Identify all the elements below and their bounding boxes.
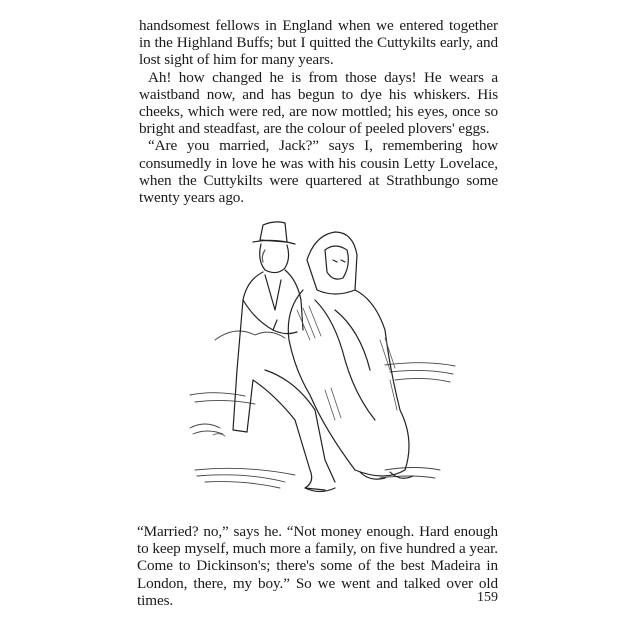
paragraph: “Married? no,” says he. “Not money enough. Hard enough to keep myself, much more a family, on five hundred a year. Come to Dickinson's; there's some of the best Madeira in London, there, my boy.” So we went and talked over old times. [137,523,498,609]
illustration-engraving [185,220,465,510]
paragraph: Ah! how changed he is from those days! He wears a waistband now, and has begun to dye his whiskers. His cheeks, which were red, are now mottled; his eyes, once so bright and steadfast, are the colour of peeled plovers' eggs. [139,68,498,138]
top-text-block [139,17,498,206]
paragraph: “Are you married, Jack?” says I, remembering how consumedly in love he was with his cousin Letty Lovelace, when the Cuttykilts were quartered at Strathbungo some twenty years ago. [139,137,498,207]
page-number: 159 [477,590,498,605]
bottom-text-block [137,523,498,609]
paragraph: handsomest fellows in England when we entered together in the Highland Buffs; but I quitted the Cuttykilts early, and lost sight of him for many years. [139,17,498,69]
couple-engraving-icon [185,220,465,510]
